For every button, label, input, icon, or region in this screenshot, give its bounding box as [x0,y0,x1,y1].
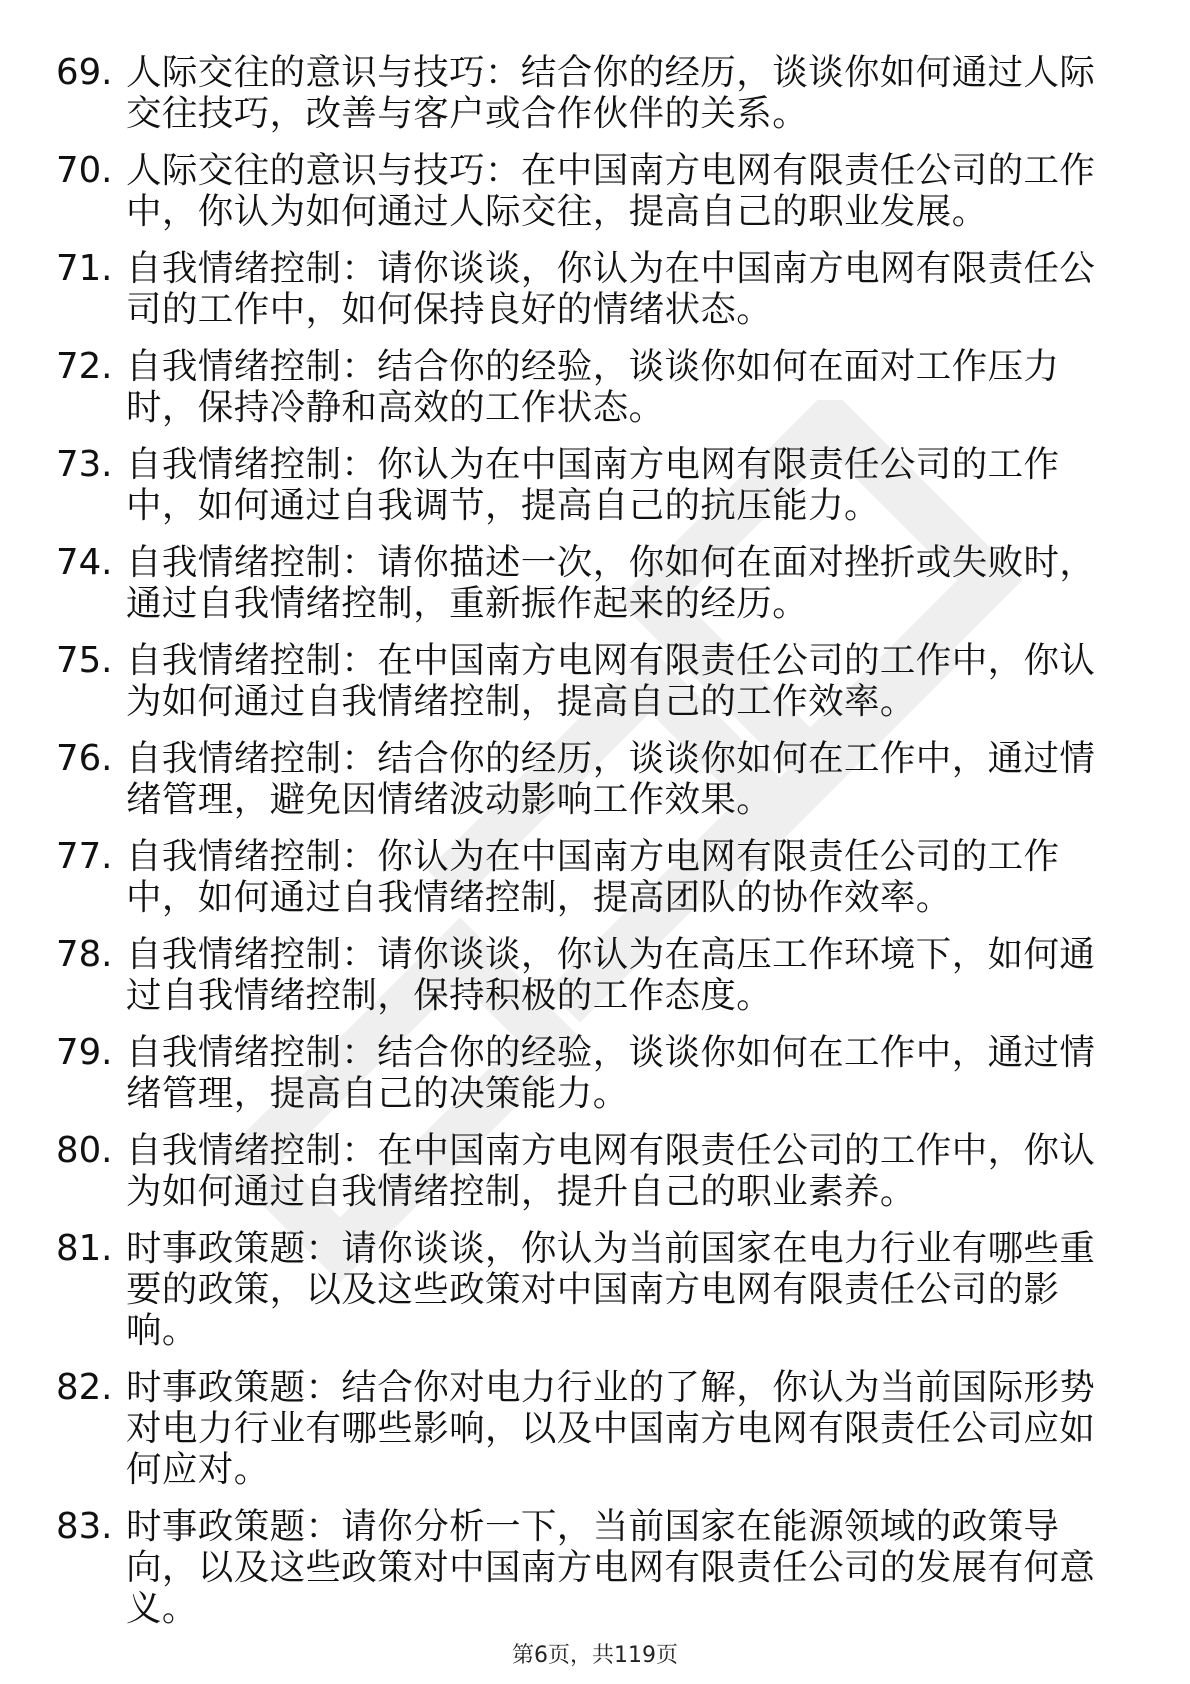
question-number: 69. [56,52,113,93]
list-item [0,1130,1190,1212]
question-number: 70. [56,150,113,191]
page-footer [0,1642,1190,1670]
list-item [0,52,1190,134]
list-item [0,346,1190,428]
question-number: 72. [56,346,113,387]
question-text: 自我情绪控制：请你谈谈，你认为在中国南方电网有限责任公司的工作中，如何保持良好的情绪状态。 [126,248,1096,330]
list-item [0,1367,1190,1490]
question-text: 自我情绪控制：结合你的经验，谈谈你如何在面对工作压力时，保持冷静和高效的工作状态。 [126,346,1060,428]
question-text: 自我情绪控制：你认为在中国南方电网有限责任公司的工作中，如何通过自我调节，提高自己的抗压能力。 [126,444,1060,526]
list-item [0,1506,1190,1629]
list-item [0,1228,1190,1351]
question-number: 76. [56,738,113,779]
list-item [0,248,1190,330]
question-text: 自我情绪控制：请你描述一次，你如何在面对挫折或失败时，通过自我情绪控制，重新振作起来的经历。 [126,542,1096,624]
list-item [0,738,1190,820]
question-number: 81. [56,1228,113,1269]
list-item [0,836,1190,918]
list-item [0,1032,1190,1114]
question-text: 人际交往的意识与技巧：结合你的经历，谈谈你如何通过人际交往技巧，改善与客户或合作伙伴的关系。 [126,52,1096,134]
question-number: 73. [56,444,113,485]
question-number: 71. [56,248,113,289]
question-text: 自我情绪控制：结合你的经历，谈谈你如何在工作中，通过情绪管理，避免因情绪波动影响工作效果。 [126,738,1096,820]
question-text: 自我情绪控制：在中国南方电网有限责任公司的工作中，你认为如何通过自我情绪控制，提高自己的工作效率。 [126,640,1096,722]
list-item [0,934,1190,1016]
question-text: 人际交往的意识与技巧：在中国南方电网有限责任公司的工作中，你认为如何通过人际交往，提高自己的职业发展。 [126,150,1096,232]
list-item [0,640,1190,722]
question-text: 时事政策题：请你谈谈，你认为当前国家在电力行业有哪些重要的政策，以及这些政策对中国南方电网有限责任公司的影响。 [126,1228,1096,1351]
question-text: 自我情绪控制：请你谈谈，你认为在高压工作环境下，如何通过自我情绪控制，保持积极的工作态度。 [126,934,1096,1016]
question-number: 83. [56,1506,113,1547]
list-item [0,542,1190,624]
question-number: 77. [56,836,113,877]
question-text: 时事政策题：请你分析一下，当前国家在能源领域的政策导向，以及这些政策对中国南方电网有限责任公司的发展有何意义。 [126,1506,1096,1629]
question-number: 74. [56,542,113,583]
list-item [0,444,1190,526]
question-text: 自我情绪控制：结合你的经验，谈谈你如何在工作中，通过情绪管理，提高自己的决策能力。 [126,1032,1096,1114]
page-number-label: 第6页，共119页 [512,1643,678,1668]
question-number: 80. [56,1130,113,1171]
list-item [0,150,1190,232]
question-number: 82. [56,1367,113,1408]
question-number: 75. [56,640,113,681]
question-text: 自我情绪控制：你认为在中国南方电网有限责任公司的工作中，如何通过自我情绪控制，提高团队的协作效率。 [126,836,1060,918]
question-text: 时事政策题：结合你对电力行业的了解，你认为当前国际形势对电力行业有哪些影响，以及中国南方电网有限责任公司应如何应对。 [126,1367,1096,1490]
question-text: 自我情绪控制：在中国南方电网有限责任公司的工作中，你认为如何通过自我情绪控制，提升自己的职业素养。 [126,1130,1096,1212]
question-number: 78. [56,934,113,975]
question-number: 79. [56,1032,113,1073]
question-list [0,52,1190,1645]
